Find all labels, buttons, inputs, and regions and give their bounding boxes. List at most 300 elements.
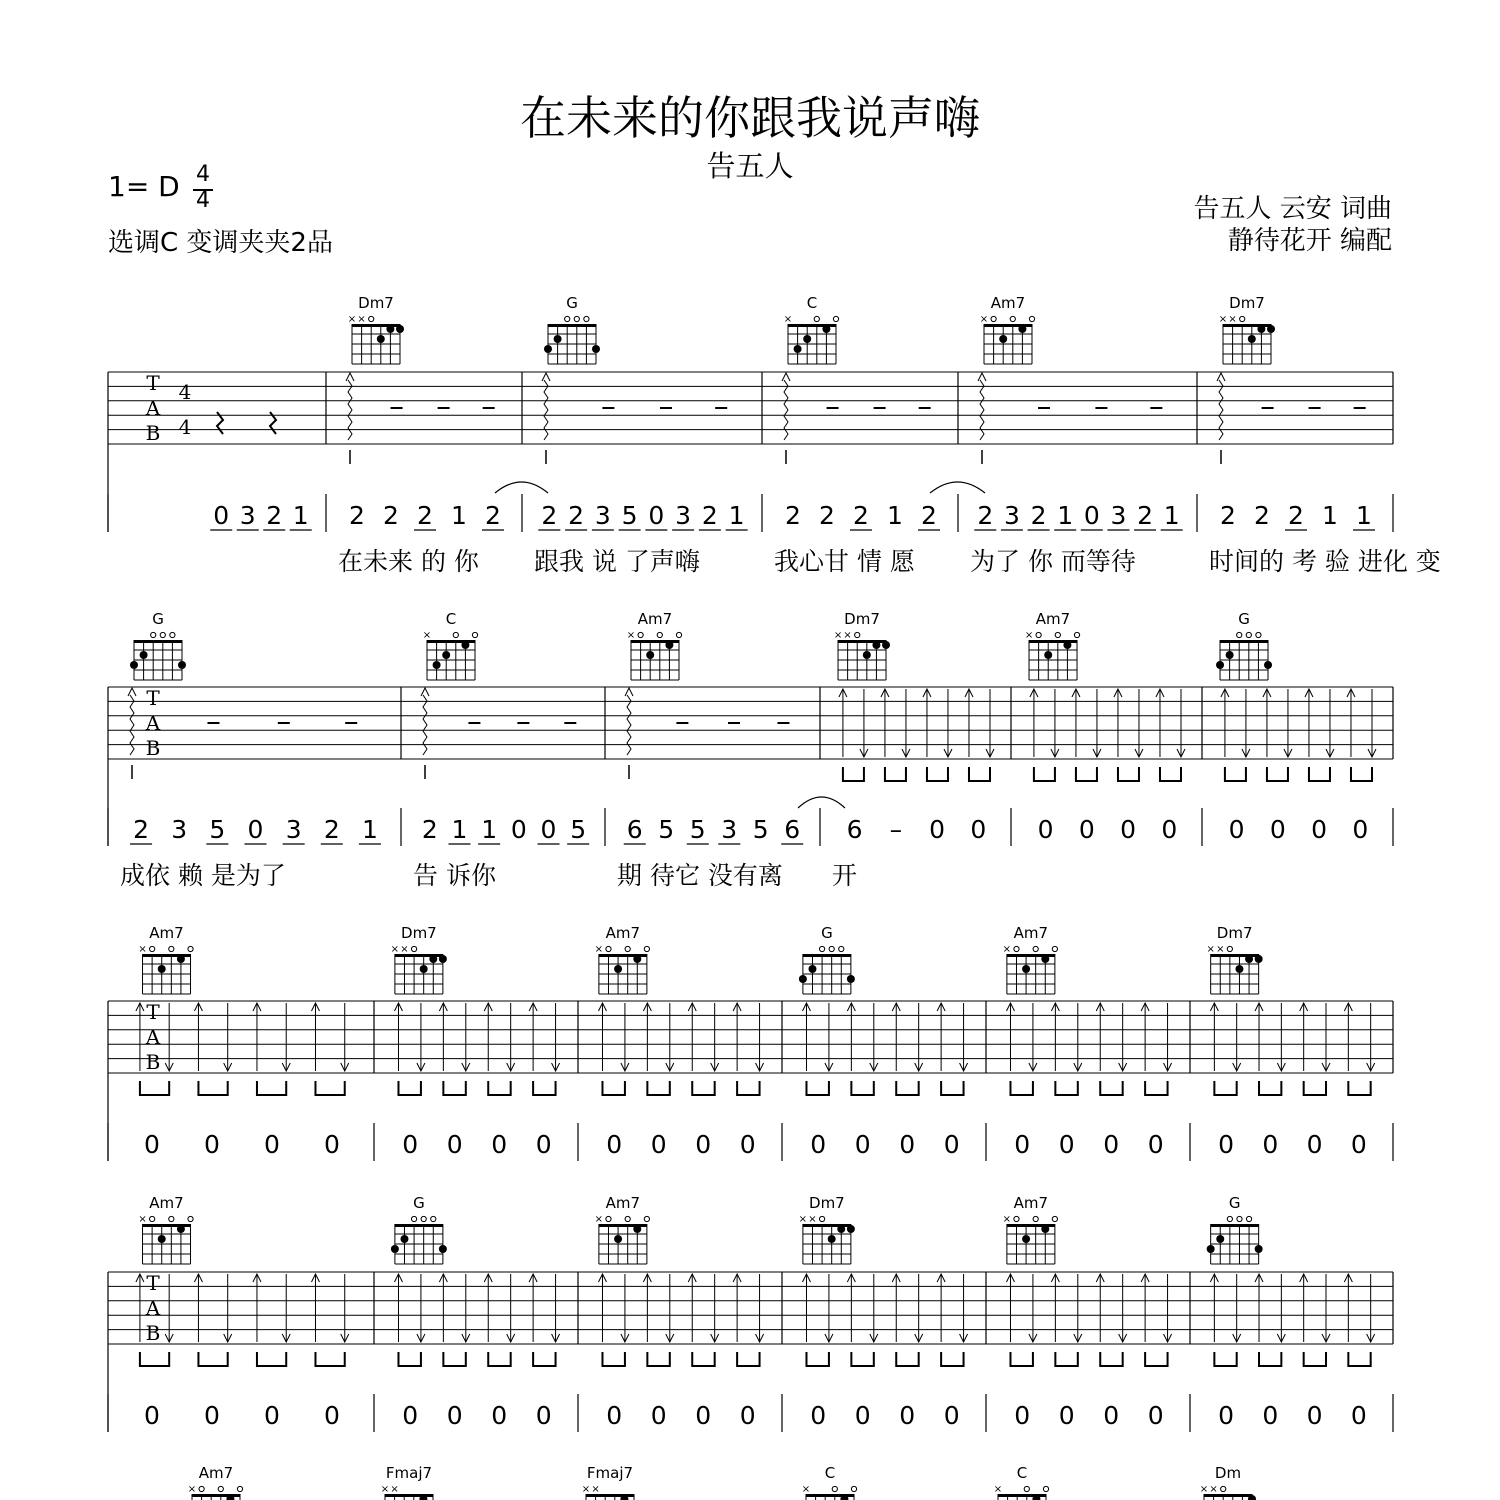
- note: 0: [854, 1401, 871, 1430]
- finger-dot: [803, 335, 811, 343]
- open-mark: [421, 1216, 426, 1221]
- open-mark: [1227, 1216, 1232, 1221]
- open-mark: [839, 946, 844, 951]
- note: 0: [1262, 1401, 1279, 1430]
- open-mark: [606, 1216, 611, 1221]
- credit-arranger: 静待花开 编配: [1227, 226, 1392, 256]
- note: 3: [1110, 501, 1127, 530]
- finger-dot: [420, 965, 428, 973]
- chord-diagram-c: [423, 610, 478, 680]
- eighth-beam: [851, 1081, 873, 1095]
- chord-name: Am7: [605, 924, 641, 942]
- eighth-beam: [602, 1352, 624, 1366]
- note: 0: [491, 1401, 508, 1430]
- open-mark: [638, 632, 643, 637]
- finger-dot: [158, 1235, 166, 1243]
- chord-name: G: [152, 610, 164, 628]
- note: 2: [853, 501, 869, 530]
- open-mark: [188, 1216, 193, 1221]
- finger-dot: [828, 1235, 836, 1243]
- note: 2: [323, 815, 340, 844]
- note: 0: [144, 1401, 160, 1430]
- mute-mark: ×: [808, 1214, 817, 1225]
- finger-dot: [377, 335, 385, 343]
- note: 0: [1350, 1401, 1367, 1430]
- finger-dot: [439, 1245, 447, 1253]
- note: 0: [540, 815, 557, 844]
- chord-diagram-c: [994, 1464, 1049, 1500]
- note: 0: [1058, 1401, 1075, 1430]
- note: 2: [1254, 501, 1270, 530]
- number-notes: [402, 1401, 551, 1430]
- finger-dot: [1226, 651, 1234, 659]
- eighth-beam: [488, 1352, 510, 1366]
- chord-diagram-am7: [1025, 610, 1080, 680]
- note: 0: [247, 815, 264, 844]
- mute-mark: ×: [1002, 1214, 1012, 1225]
- open-mark: [819, 946, 824, 951]
- chord-name: Am7: [149, 1194, 184, 1212]
- finger-dot: [544, 345, 552, 353]
- open-mark: [188, 946, 193, 951]
- eighth-beam: [398, 1352, 420, 1366]
- mute-mark: ×: [993, 1484, 1003, 1495]
- chord-name: G: [1228, 1194, 1241, 1212]
- chord-name: Dm7: [809, 1194, 845, 1212]
- eighth-beam: [647, 1081, 669, 1095]
- note: 0: [929, 815, 946, 844]
- finger-dot: [1257, 325, 1265, 333]
- finger-dot: [433, 661, 441, 669]
- measure: [774, 372, 958, 576]
- finger-dot: [999, 335, 1007, 343]
- finger-dot: [439, 955, 447, 963]
- note: 0: [446, 1130, 463, 1159]
- finger-dot: [1022, 1235, 1030, 1243]
- number-notes: [1218, 1130, 1367, 1159]
- finger-dot: [1207, 1245, 1215, 1253]
- mute-mark: ×: [1199, 1484, 1209, 1495]
- eighth-beam: [1348, 1081, 1370, 1095]
- measure: [617, 687, 820, 890]
- open-mark: [1043, 1486, 1048, 1491]
- mute-mark: ×: [843, 630, 852, 641]
- open-mark: [829, 946, 834, 951]
- note: 0: [1269, 815, 1286, 844]
- eighth-beam: [843, 767, 864, 781]
- tie-arc: [930, 482, 985, 493]
- open-mark: [237, 1486, 242, 1491]
- finger-dot: [391, 1245, 399, 1253]
- note: 2: [266, 501, 283, 530]
- lyric-text: 成依 赖 是为了: [120, 861, 286, 890]
- note: 2: [1220, 501, 1236, 530]
- note: 0: [1262, 1130, 1279, 1159]
- mute-mark: ×: [187, 1484, 197, 1495]
- finger-dot: [1018, 325, 1026, 333]
- finger-dot: [1041, 1225, 1049, 1233]
- finger-dot: [396, 325, 404, 333]
- number-notes: [349, 501, 504, 530]
- eighth-beam: [1160, 767, 1181, 781]
- open-mark: [431, 1216, 436, 1221]
- mute-mark: ×: [1206, 944, 1215, 955]
- eighth-beam: [969, 767, 990, 781]
- number-notes: [422, 815, 589, 844]
- open-mark: [1033, 946, 1038, 951]
- number-notes: [847, 815, 987, 844]
- finger-dot: [178, 661, 186, 669]
- measure: [413, 687, 605, 890]
- open-mark: [1055, 632, 1060, 637]
- open-mark: [1014, 946, 1019, 951]
- tab-letter-b: B: [145, 736, 161, 760]
- number-notes: [810, 1401, 959, 1430]
- chord-name: Dm7: [358, 294, 394, 312]
- number-notes: [144, 1130, 340, 1159]
- chord-diagram-am7: [1003, 924, 1058, 994]
- finger-dot: [592, 345, 600, 353]
- measure: [1030, 687, 1202, 846]
- open-mark: [644, 946, 649, 951]
- finger-dot: [386, 325, 394, 333]
- number-notes: [538, 501, 747, 530]
- eighth-beam: [443, 1081, 465, 1095]
- measure: [1006, 1001, 1190, 1161]
- open-mark: [1010, 316, 1015, 321]
- mute-mark: ×: [380, 1484, 390, 1495]
- finger-dot: [1235, 965, 1243, 973]
- eighth-beam: [737, 1352, 759, 1366]
- open-mark: [625, 1216, 630, 1221]
- open-mark: [606, 946, 611, 951]
- eighth-beam: [1010, 1352, 1032, 1366]
- finger-dot: [633, 955, 641, 963]
- measure: [1209, 372, 1441, 576]
- eighth-beam: [1259, 1352, 1281, 1366]
- mute-mark: ×: [833, 630, 843, 641]
- chord-diagram-fmaj7: [582, 1464, 634, 1500]
- number-notes: [974, 501, 1182, 530]
- eighth-beam: [1304, 1081, 1326, 1095]
- note: 0: [264, 1401, 280, 1430]
- chord-name: Am7: [990, 294, 1026, 312]
- eighth-beam: [1267, 767, 1288, 781]
- finger-dot: [614, 1235, 622, 1243]
- note: 0: [854, 1130, 871, 1159]
- chord-diagram-dm: [1200, 1464, 1256, 1500]
- note: 0: [204, 1130, 220, 1159]
- note: 0: [1352, 815, 1369, 844]
- open-mark: [814, 316, 819, 321]
- measure: [802, 1272, 986, 1432]
- note: 2: [785, 501, 801, 530]
- tab-letter-a: A: [145, 396, 161, 420]
- eighth-beam: [885, 767, 906, 781]
- measure: [832, 687, 1011, 890]
- finger-dot: [863, 651, 871, 659]
- measure: [598, 1272, 782, 1432]
- mute-mark: ×: [422, 630, 432, 641]
- arpeggio-roll: [544, 380, 548, 440]
- arpeggio-arrow: [625, 688, 633, 696]
- note: 2: [541, 501, 558, 530]
- open-mark: [1256, 632, 1261, 637]
- note: 0: [1147, 1401, 1164, 1430]
- eighth-beam: [896, 1081, 918, 1095]
- eighth-beam: [533, 1081, 555, 1095]
- chord-diagram-am7: [138, 1194, 193, 1264]
- note: 0: [899, 1401, 916, 1430]
- system-4: [108, 1271, 1393, 1432]
- note: 1: [451, 815, 468, 844]
- measure: [1210, 1001, 1393, 1161]
- finger-dot: [442, 651, 450, 659]
- eighth-beam: [602, 1081, 624, 1095]
- open-mark: [819, 1216, 824, 1221]
- open-mark: [411, 1216, 416, 1221]
- eighth-beam: [1348, 1352, 1370, 1366]
- finger-dot: [1216, 1235, 1224, 1243]
- note: 0: [324, 1401, 340, 1430]
- open-mark: [150, 946, 155, 951]
- note: 3: [594, 501, 611, 530]
- note: 0: [1228, 815, 1245, 844]
- note: 0: [213, 501, 230, 530]
- tie-arc: [798, 797, 845, 808]
- open-mark: [1237, 1216, 1242, 1221]
- note: 6: [784, 815, 801, 844]
- chord-name: Am7: [1035, 610, 1071, 628]
- finger-dot: [1044, 651, 1052, 659]
- mute-mark: ×: [400, 944, 409, 955]
- note: 2: [701, 501, 718, 530]
- arpeggio-arrow: [542, 373, 550, 381]
- note: 3: [239, 501, 256, 530]
- system-2: [108, 686, 1393, 890]
- note: 0: [1083, 501, 1100, 530]
- finger-dot: [799, 975, 807, 983]
- note: 2: [568, 501, 585, 530]
- open-mark: [625, 946, 630, 951]
- arpeggio-roll: [1219, 380, 1223, 440]
- eighth-beam: [1214, 1081, 1236, 1095]
- arpeggio-roll: [627, 695, 631, 755]
- chord-diagram-c: [802, 1464, 857, 1500]
- eighth-beam: [1225, 767, 1246, 781]
- eighth-beam: [806, 1081, 828, 1095]
- eighth-beam: [647, 1352, 669, 1366]
- chord-diagram-dm7: [834, 610, 890, 680]
- finger-dot: [1022, 965, 1030, 973]
- open-mark: [472, 632, 477, 637]
- finger-dot: [646, 651, 654, 659]
- note: 2: [485, 501, 501, 530]
- note: 5: [658, 815, 675, 844]
- mute-mark: ×: [1228, 314, 1237, 325]
- number-notes: [606, 1130, 755, 1159]
- eighth-beam: [1259, 1081, 1281, 1095]
- eighth-beam: [941, 1081, 963, 1095]
- finger-dot: [633, 1225, 641, 1233]
- note: 6: [846, 815, 863, 844]
- mute-mark: ×: [357, 314, 366, 325]
- mute-mark: ×: [594, 1214, 604, 1225]
- note: 2: [977, 501, 994, 530]
- chord-diagram-g: [1207, 1194, 1263, 1264]
- chord-name: Am7: [149, 924, 184, 942]
- chord-name: G: [413, 1194, 425, 1212]
- finger-dot: [1216, 661, 1224, 669]
- chord-name: G: [821, 924, 833, 942]
- eighth-beam: [1010, 1081, 1032, 1095]
- chord-name: Am7: [1013, 1194, 1049, 1212]
- note: 1: [1356, 501, 1372, 530]
- mute-mark: ×: [801, 1484, 811, 1495]
- open-mark: [218, 1486, 223, 1491]
- note: 3: [285, 815, 302, 844]
- finger-dot: [808, 965, 816, 973]
- note: 0: [695, 1401, 712, 1430]
- eighth-beam: [896, 1352, 918, 1366]
- open-mark: [574, 316, 579, 321]
- note: 0: [943, 1130, 960, 1159]
- note: 0: [1161, 815, 1178, 844]
- arpeggio-roll: [348, 380, 352, 440]
- chord-name: Fmaj7: [385, 1464, 433, 1482]
- chord-name: C: [1016, 1464, 1028, 1482]
- finger-dot: [665, 641, 673, 649]
- note: 1: [481, 815, 498, 844]
- note: 0: [606, 1130, 623, 1159]
- measure: [1221, 687, 1393, 846]
- eighth-beam: [533, 1352, 555, 1366]
- open-mark: [833, 316, 838, 321]
- note: 5: [621, 501, 638, 530]
- eighth-beam: [198, 1352, 227, 1366]
- note: 0: [970, 815, 987, 844]
- number-notes: [402, 1130, 551, 1159]
- lyric-text: 期 待它 没有离: [617, 861, 783, 890]
- arpeggio-arrow: [128, 688, 136, 696]
- tab-letter-b: B: [145, 421, 161, 445]
- note: 0: [402, 1401, 419, 1430]
- finger-dot: [177, 955, 185, 963]
- finger-dot: [140, 651, 148, 659]
- finger-dot: [158, 965, 166, 973]
- open-mark: [676, 632, 681, 637]
- open-mark: [1246, 632, 1251, 637]
- open-mark: [1240, 316, 1245, 321]
- arpeggio-arrow: [421, 688, 429, 696]
- mute-mark: ×: [347, 314, 357, 325]
- number-notes: [1218, 1401, 1367, 1430]
- note: 0: [1306, 1130, 1323, 1159]
- tab-letter-t: T: [146, 1271, 160, 1295]
- eighth-beam: [737, 1081, 759, 1095]
- finger-dot: [1063, 641, 1071, 649]
- key-signature: 1= D: [108, 170, 180, 203]
- open-mark: [565, 316, 570, 321]
- measure: [108, 372, 326, 532]
- note: 2: [921, 501, 937, 530]
- note: 1: [1163, 501, 1180, 530]
- tab-letter-t: T: [146, 686, 160, 710]
- measure: [1006, 1272, 1190, 1432]
- arpeggio-roll: [130, 695, 134, 755]
- eighth-beam: [1304, 1352, 1326, 1366]
- mute-mark: ×: [1209, 1484, 1218, 1495]
- mute-mark: ×: [138, 944, 147, 955]
- note: 0: [324, 1130, 340, 1159]
- chord-nut: [1211, 1224, 1259, 1227]
- note: 0: [204, 1401, 220, 1430]
- chord-diagram-am7: [980, 294, 1035, 364]
- chord-diagram-g: [544, 294, 600, 364]
- note: 1: [1057, 501, 1074, 530]
- artist-name: 告五人: [706, 149, 794, 183]
- note: 2: [1288, 501, 1304, 530]
- time-sig-tab-bottom: 4: [178, 415, 192, 439]
- chord-diagram-dm7: [1206, 924, 1262, 994]
- lyric-text: 开: [832, 861, 858, 890]
- note: 0: [1350, 1130, 1367, 1159]
- finger-dot: [1267, 325, 1275, 333]
- open-mark: [150, 1216, 155, 1221]
- open-mark: [1014, 1216, 1019, 1221]
- arpeggio-roll: [784, 380, 788, 440]
- chord-name: Dm7: [844, 610, 880, 628]
- note: 0: [1058, 1130, 1075, 1159]
- open-mark: [169, 946, 174, 951]
- finger-dot: [847, 1225, 855, 1233]
- open-mark: [199, 1486, 204, 1491]
- chord-name: C: [445, 610, 457, 628]
- chord-diagram-g: [130, 610, 186, 680]
- chord-diagram-am7: [595, 924, 650, 994]
- finger-dot: [400, 1235, 408, 1243]
- number-notes: [624, 815, 804, 844]
- tab-letter-a: A: [145, 1025, 161, 1049]
- chord-diagram-am7: [1003, 1194, 1058, 1264]
- note: 0: [606, 1401, 623, 1430]
- eighth-beam: [1309, 767, 1330, 781]
- mute-mark: ×: [390, 944, 400, 955]
- lyric-text: 告 诉你: [413, 861, 496, 890]
- chord-name: Fmaj7: [586, 1464, 634, 1482]
- note: 5: [689, 815, 706, 844]
- chord-name: Am7: [637, 610, 673, 628]
- time-signature-bottom: 4: [196, 188, 210, 213]
- note: 3: [721, 815, 738, 844]
- note: 0: [1218, 1130, 1235, 1159]
- eighth-beam: [140, 1352, 169, 1366]
- mute-mark: ×: [979, 314, 989, 325]
- time-sig-tab-top: 4: [178, 380, 192, 404]
- note: 2: [417, 501, 433, 530]
- eighth-beam: [1145, 1352, 1167, 1366]
- note: 0: [1014, 1130, 1031, 1159]
- note: 2: [133, 815, 150, 844]
- number-notes: [1038, 815, 1178, 844]
- finger-dot: [130, 661, 138, 669]
- chord-name: Am7: [605, 1194, 641, 1212]
- note: 0: [535, 1401, 552, 1430]
- finger-dot: [461, 641, 469, 649]
- note: 6: [626, 815, 643, 844]
- eighth-beam: [692, 1081, 714, 1095]
- number-notes: [1014, 1401, 1163, 1430]
